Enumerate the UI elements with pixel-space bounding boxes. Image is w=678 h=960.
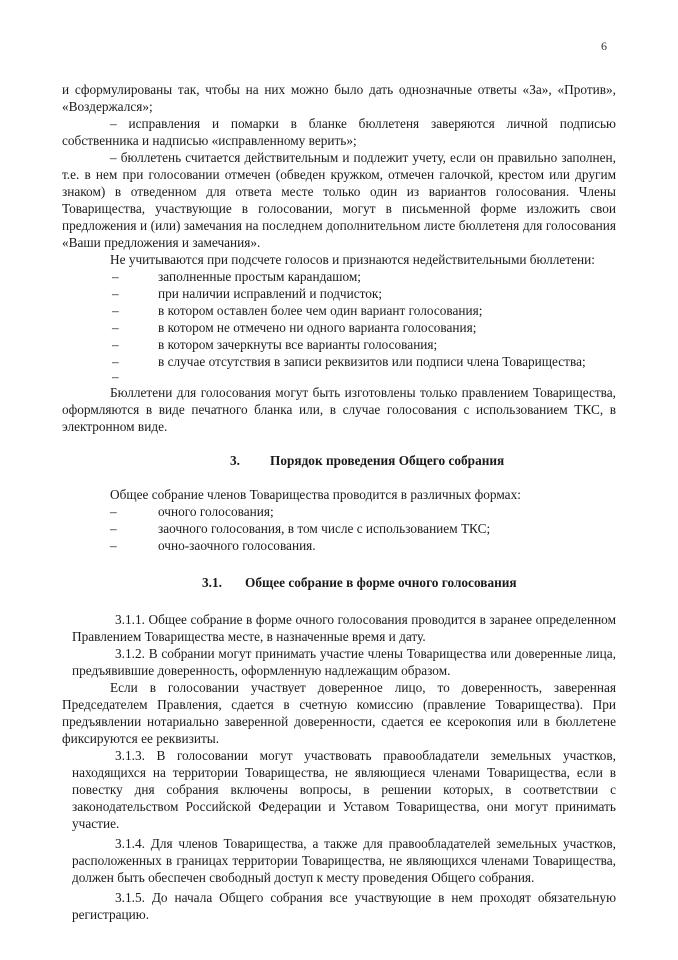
document-body	[62, 81, 616, 923]
clause-3-1-3: 3.1.3. В голосовании могут участвовать правообладатели земельных участков, находящихся на территории Товарищества, не являющиеся членами Товарищества, если в повестку дня собрания включены вопросы, в решении которых, в соответствии с законодательством Российской Федерации и Уставом Товарищества, они могут принимать участие.	[72, 748, 616, 831]
clause-3-1-1: 3.1.1. Общее собрание в форме очного голосования проводится в заранее определенном Правлением Товарищества месте, в назначенные время и дату.	[72, 612, 616, 644]
section-3-1-heading	[62, 574, 616, 591]
list-item-text: заполненные простым карандашом;	[158, 269, 361, 284]
dash-bullet: –	[110, 521, 117, 536]
section-title: Порядок проведения Общего собрания	[270, 453, 505, 468]
list-item-text: при наличии исправлений и подчисток;	[158, 286, 383, 301]
dash-bullet: –	[112, 303, 119, 318]
list-item	[62, 285, 616, 302]
list-item-text: в котором не отмечено ни одного варианта голосования;	[158, 320, 477, 335]
paragraph-ballots: Бюллетени для голосования могут быть изготовлены только правлением Товарищества, оформляются в виде печатного бланка или, в случае голосования с использованием ТКС, в электронном виде.	[62, 385, 616, 434]
list-item	[62, 319, 616, 336]
list-item	[62, 537, 616, 554]
list-item-text: в котором оставлен более чем один вариант голосования;	[158, 303, 483, 318]
list-item	[62, 336, 616, 353]
dash-bullet: –	[112, 286, 119, 301]
dash-bullet: –	[112, 320, 119, 335]
list-item	[62, 353, 616, 370]
dash-bullet: –	[110, 538, 117, 553]
invalid-ballots-list	[62, 268, 616, 384]
section-3-heading	[62, 452, 616, 469]
meeting-forms-list	[62, 503, 616, 554]
dash-bullet: –	[110, 504, 117, 519]
list-item-text: в котором зачеркнуты все варианты голосования;	[158, 337, 438, 352]
page-number: 6	[601, 39, 607, 53]
section-number: 3.	[230, 453, 240, 468]
dash-bullet: –	[112, 269, 119, 284]
clause-3-1-2: 3.1.2. В собрании могут принимать участие члены Товарищества или доверенные лица, предъявившие доверенность, оформленную надлежащим образом.	[72, 646, 616, 678]
paragraph-forms-intro: Общее собрание членов Товарищества проводится в различных формах:	[110, 487, 521, 502]
section-number: 3.1.	[202, 575, 222, 590]
empty-dash-bullet: –	[112, 369, 119, 384]
list-item	[62, 503, 616, 520]
clause-3-1-5: 3.1.5. До начала Общего собрания все участвующие в нем проходят обязательную регистрацию.	[72, 890, 616, 922]
list-item	[62, 268, 616, 285]
section-3-1-body-cont	[72, 747, 616, 923]
list-item	[62, 520, 616, 537]
list-item	[62, 302, 616, 319]
list-item-text: заочного голосования, в том числе с использованием ТКС;	[158, 521, 491, 536]
paragraph-proxy: Если в голосовании участвует доверенное лицо, то доверенность, заверенная Председателем Правления, сдается в счетную комиссию (правление Товарищества). При предъявлении нотариально заверенной доверенности, сдается ее ксерокопия или в бюллетене фиксируются ее реквизиты.	[62, 680, 616, 746]
list-item-text: очно-заочного голосования.	[158, 538, 316, 553]
list-item-text: очного голосования;	[158, 504, 274, 519]
paragraph-intro: и сформулированы так, чтобы на них можно было дать однозначные ответы «За», «Против», «Воздержался»;	[62, 82, 616, 114]
paragraph-valid-ballot: – бюллетень считается действительным и подлежит учету, если он правильно заполнен, т.е. в нем при голосовании отмечен (обведен кружком, отмечен галочкой, крестом или другим знаком) в отведенном для ответа месте только один из вариантов голосования. Члены Товарищества, участвующие в голосовании, могут в письменной форме изложить свои предложения и (или) замечания на последнем дополнительном листе бюллетеня для голосования «Ваши предложения и замечания».	[62, 150, 616, 250]
section-3-1-body	[72, 611, 616, 679]
dash-bullet: –	[112, 337, 119, 352]
paragraph-corrections: – исправления и помарки в бланке бюллетеня заверяются личной подписью собственника и надписью «исправленному верить»;	[62, 116, 616, 148]
section-title: Общее собрание в форме очного голосования	[245, 575, 517, 590]
clause-3-1-4: 3.1.4. Для членов Товарищества, а также для правообладателей земельных участков, расположенных в границах территории Товарищества, не являющихся членами Товарищества, должен быть обеспечен свободный доступ к месту проведения Общего собрания.	[72, 836, 616, 885]
list-item-text: в случае отсутствия в записи реквизитов или подписи члена Товарищества;	[158, 354, 586, 369]
dash-bullet: –	[112, 354, 119, 369]
paragraph-invalid-intro: Не учитываются при подсчете голосов и признаются недействительными бюллетени:	[110, 252, 595, 267]
